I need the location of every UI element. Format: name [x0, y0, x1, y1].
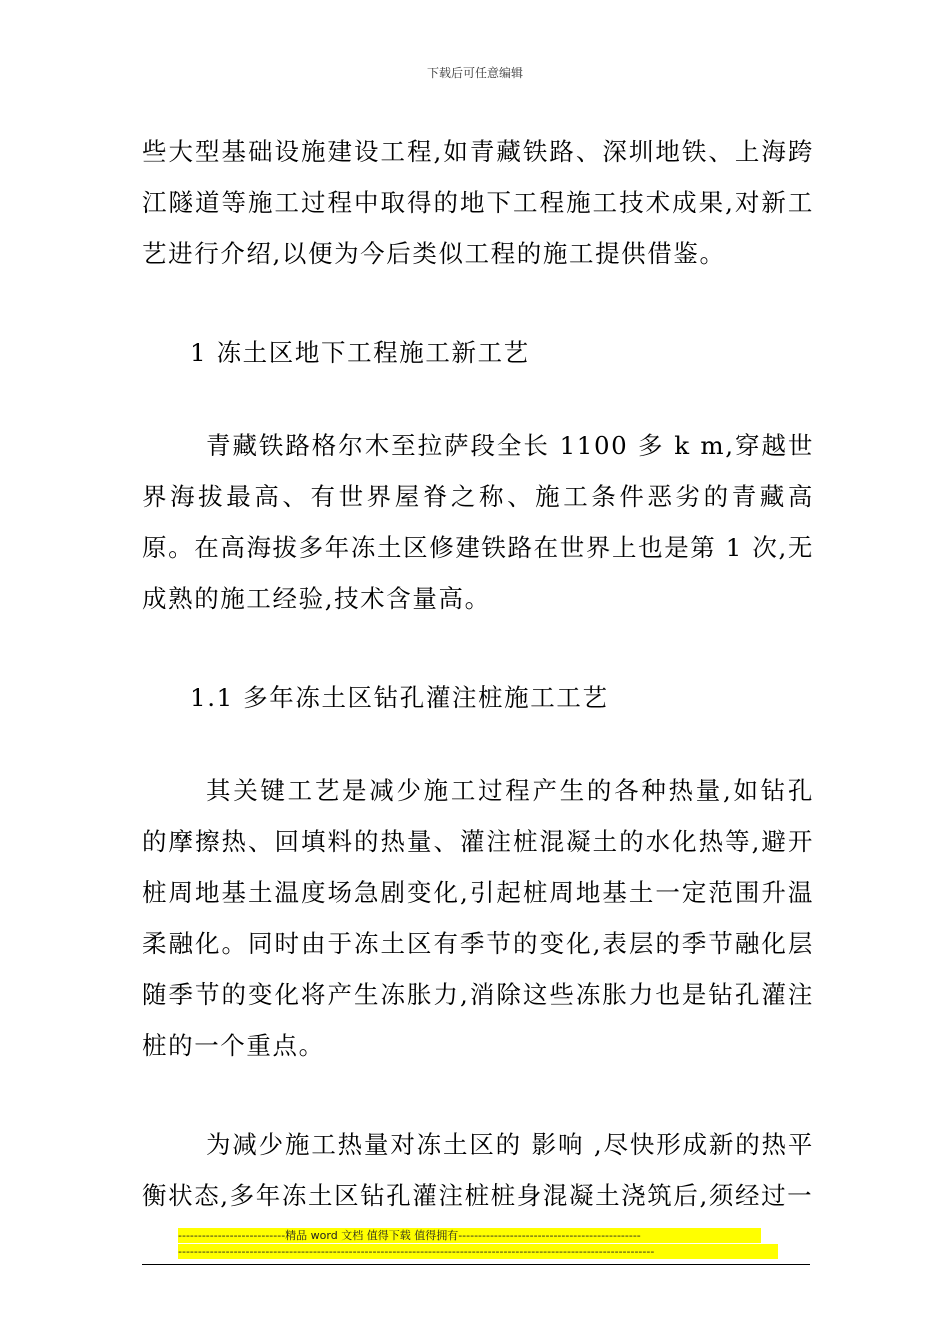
footer-line-2: ------------------------------------------------------------------------------------------------------------------------ [178, 1244, 778, 1259]
paragraph-intro-continuation: 些大型基础设施建设工程,如青藏铁路、深圳地铁、上海跨江隧道等施工过程中取得的地下工程施工技术成果,对新工艺进行介绍,以便为今后类似工程的施工提供借鉴。 [142, 137, 814, 268]
paragraph-qinghai-tibet: 青藏铁路格尔木至拉萨段全长 1100 多 k m,穿越世界海拔最高、有世界屋脊之称、施工条件恶劣的青藏高原。在高海拔多年冻土区修建铁路在世界上也是第 1 次,无成熟的施工经验,技术含量高。 [142, 431, 814, 613]
section-heading-1: 1 冻土区地下工程施工新工艺 [190, 338, 530, 367]
page-header [0, 65, 950, 81]
section-heading-1-1: 1.1 多年冻土区钻孔灌注桩施工工艺 [190, 683, 609, 712]
paragraph-key-process: 其关键工艺是减少施工过程产生的各种热量,如钻孔的摩擦热、回填料的热量、灌注桩混凝土的水化热等,避开桩周地基土温度场急剧变化,引起桩周地基土一定范围升温柔融化。同时由于冻土区有季节的变化,表层的季节融化层随季节的变化将产生冻胀力,消除这些冻胀力也是钻孔灌注桩的一个重点。 [142, 776, 814, 1060]
footer-divider [142, 1264, 810, 1265]
paragraph-heat-reduction: 为减少施工热量对冻土区的 影响 ,尽快形成新的热平衡状态,多年冻土区钻孔灌注桩桩身混凝土浇筑后,须经过一 [142, 1130, 814, 1210]
footer-highlight-band [178, 1228, 778, 1259]
footer-line-1: ---------------------------精品 word 文档 值得下载 值得拥有---------------------------------------------- [178, 1228, 761, 1243]
header-text: 下载后可任意编辑 [426, 66, 523, 80]
document-body [142, 126, 814, 1221]
